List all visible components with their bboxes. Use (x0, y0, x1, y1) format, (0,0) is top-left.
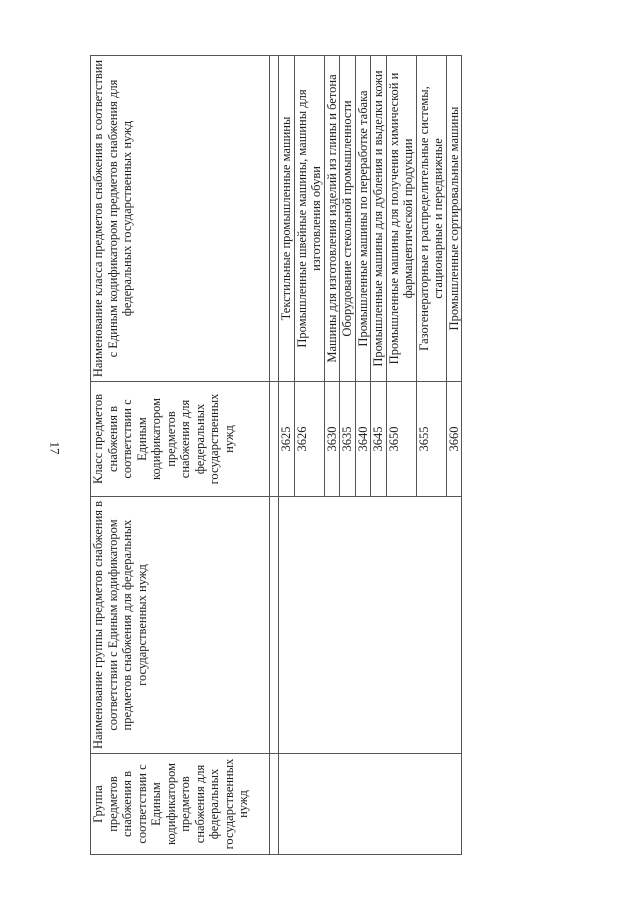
class-code: 3650 (386, 382, 416, 497)
class-name: Промышленные машины по переработке табака (355, 56, 371, 382)
table-row (279, 56, 295, 855)
spacer-cell (270, 56, 279, 382)
class-name: Промышленные сортировальные машины (446, 56, 462, 382)
class-code: 3630 (324, 382, 340, 497)
spacer-cell (270, 754, 279, 855)
header-group-name: Наименование группы предметов снабжения в соответствии с Единым кодификатором предметов снабжения для федеральных государственных нужд (91, 497, 270, 754)
table-spacer-row (270, 56, 279, 855)
class-code: 3626 (294, 382, 324, 497)
header-class: Класс предметов снабжения в соответствии с Единым кодификатором предметов снабжения для федеральных государственных нужд (91, 382, 270, 497)
class-name: Промышленные машины для получения химической и фармацевтической продукции (386, 56, 416, 382)
class-name: Машины для изготовления изделий из глины и бетона (324, 56, 340, 382)
page-number: 17 (47, 441, 63, 455)
group-name-cell (279, 497, 462, 754)
class-name: Промышленные швейные машины, машины для изготовления обуви (294, 56, 324, 382)
class-code: 3655 (416, 382, 446, 497)
class-code: 3635 (340, 382, 356, 497)
table-header-row (91, 56, 270, 855)
class-name: Газогенераторные и распределительные системы, стационарные и передвижные (416, 56, 446, 382)
class-name: Промышленные машины для дубления и выделки кожи (371, 56, 387, 382)
class-name: Оборудование стекольной промышленности (340, 56, 356, 382)
group-cell (279, 754, 462, 855)
class-code: 3660 (446, 382, 462, 497)
class-code: 3640 (355, 382, 371, 497)
class-name: Текстильные промышленные машины (279, 56, 295, 382)
class-code: 3645 (371, 382, 387, 497)
rotated-page-content (90, 55, 538, 855)
header-class-name: Наименование класса предметов снабжения в соответствии с Единым кодификатором предметов снабжения для федеральных государственных нужд (91, 56, 270, 382)
class-code: 3625 (279, 382, 295, 497)
spacer-cell (270, 382, 279, 497)
spacer-cell (270, 497, 279, 754)
supply-classes-table (90, 55, 462, 855)
header-group: Группа предметов снабжения в соответствии с Единым кодификатором предметов снабжения для федеральных государственных нужд (91, 754, 270, 855)
